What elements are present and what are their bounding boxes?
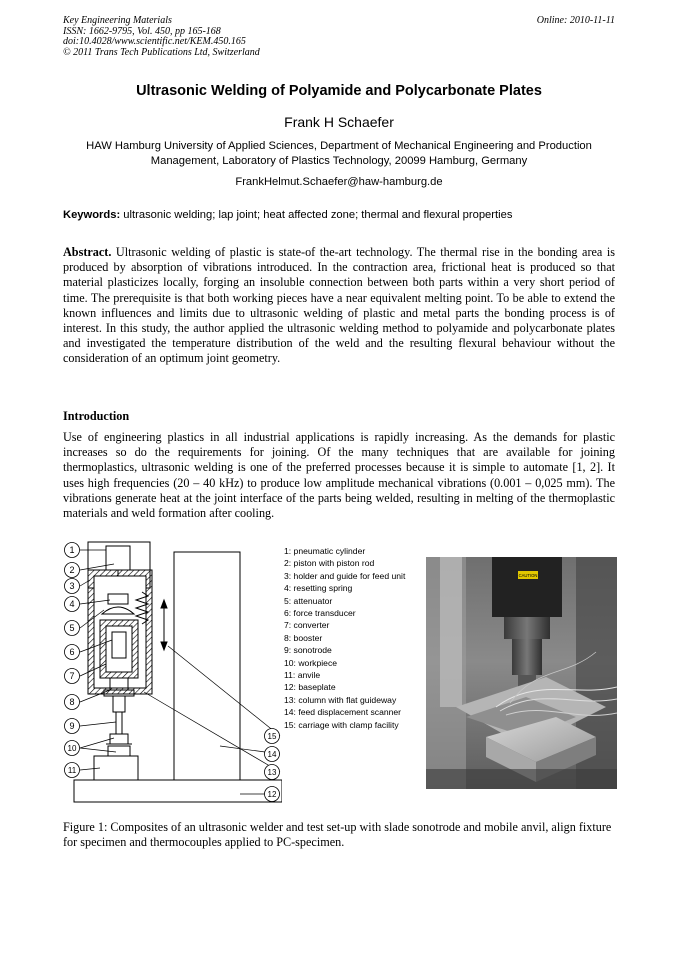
keywords <box>63 209 623 221</box>
svg-text:15: 15 <box>267 732 277 741</box>
legend-item: 1: pneumatic cylinder <box>284 546 366 556</box>
cylinder-body <box>106 546 130 570</box>
online-date: Online: 2010-11-11 <box>536 15 615 26</box>
svg-text:7: 7 <box>69 671 75 681</box>
svg-text:11: 11 <box>67 766 77 775</box>
marker-11 <box>65 763 80 778</box>
marker-9 <box>65 719 80 734</box>
doi-line: doi:10.4028/www.scientific.net/KEM.450.165 <box>63 36 246 47</box>
marker-8 <box>65 695 80 710</box>
svg-text:5: 5 <box>69 623 75 633</box>
svg-text:CAUTION: CAUTION <box>518 573 538 578</box>
keywords-text: ultrasonic welding; lap joint; heat affected zone; thermal and flexural properties <box>120 209 513 221</box>
marker-13 <box>265 765 280 780</box>
svg-text:10: 10 <box>67 744 77 753</box>
legend-item: 3: holder and guide for feed unit <box>284 570 406 581</box>
copyright-line: © 2011 Trans Tech Publications Ltd, Switzerland <box>63 46 260 58</box>
legend-item: 10: workpiece <box>284 657 338 668</box>
marker-5 <box>65 621 80 636</box>
svg-text:2: 2 <box>69 565 75 575</box>
marker-1 <box>65 543 80 558</box>
anvile-shape <box>94 756 138 780</box>
anvile-upper <box>108 746 130 756</box>
marker-4 <box>65 597 80 612</box>
abstract <box>63 245 615 367</box>
svg-text:14: 14 <box>267 750 277 759</box>
paper-title: Ultrasonic Welding of Polyamide and Polycarbonate Plates <box>136 83 542 99</box>
svg-text:4: 4 <box>69 599 75 609</box>
legend-item: 13: column with flat guideway <box>284 694 397 705</box>
journal-name: Key Engineering Materials <box>63 15 172 26</box>
marker-6 <box>65 645 80 660</box>
column-shape <box>174 552 240 780</box>
figure-legend <box>284 545 405 731</box>
marker-14 <box>265 747 280 762</box>
welder-schematic-diagram <box>60 536 282 808</box>
svg-text:1: 1 <box>69 545 75 555</box>
legend-item: 14: feed displacement scanner <box>284 707 402 718</box>
svg-text:3: 3 <box>69 581 75 591</box>
author-email[interactable]: FrankHelmut.Schaefer@haw-hamburg.de <box>235 176 443 188</box>
svg-text:12: 12 <box>267 790 277 799</box>
svg-text:9: 9 <box>69 721 75 731</box>
legend-item: 11: anvile <box>284 670 321 681</box>
legend-item: 12: baseplate <box>284 682 336 693</box>
legend-item: 15: carriage with clamp facility <box>284 719 399 730</box>
author-name: Frank H Schaefer <box>284 114 394 130</box>
marker-7 <box>65 669 80 684</box>
legend-item: 8: booster <box>284 632 323 643</box>
svg-text:8: 8 <box>69 697 75 707</box>
introduction-text: Use of engineering plastics in all industrial applications is rapidly increasing. As the demands for plastic increases so do the requirements for joining. Of the many techniques that are available for joining thermoplastics, ultrasonic welding is one of the preferred processes because it is simple to automate [1, 2]. It uses high frequencies (20 – 40 kHz) to produce low amplitude mechanical vibrations (0.001 – 0,025 mm). The vibrations generate heat at the joint interface of the parts being welded, resulting in melting of the thermoplastic materials and weld formation after cooling. <box>63 430 615 521</box>
section-heading-introduction: Introduction <box>63 409 130 423</box>
abstract-text: Ultrasonic welding of plastic is state-of the-art technology. The thermal rise in the bonding area is produced by absorption of vibrations introduced. In the contraction area, frictional heat is produced so that material plasticizes locally, forging an insoluble connection between both parts within a very short period of time. The prerequisite is that both working pieces have a near equivalent melting point. To be able to extend the known influences and limits due to ultrasonic welding of plastic and metal parts the bonding process is of interest. In this study, the author applied the ultrasonic welding method to polyamide and polycarbonate plates and investigated the temperature distribution of the weld and the resulting flexural behaviour without the consideration of an optimum joint geometry. <box>63 245 615 366</box>
marker-10 <box>65 741 80 756</box>
baseplate-shape <box>74 780 282 802</box>
marker-15 <box>265 729 280 744</box>
marker-3 <box>65 579 80 594</box>
figure-caption: Figure 1: Composites of an ultrasonic welder and test set-up with slade sonotrode and mobile anvil, align fixture for specimen and thermocouples applied to PC-specimen. <box>63 820 612 850</box>
abstract-label: Abstract. <box>63 245 112 259</box>
sonotrode-upper <box>113 696 125 712</box>
workpiece-shape <box>110 734 128 744</box>
journal-header <box>63 16 260 58</box>
svg-text:6: 6 <box>69 647 75 657</box>
author-affiliation: HAW Hamburg University of Applied Sciences, Department of Mechanical Engineering and Production Management, Laboratory of Plastics Technology, 20099 Hamburg, Germany <box>86 140 592 167</box>
legend-item: 4: resetting spring <box>284 583 353 594</box>
legend-item: 7: converter <box>284 620 330 631</box>
legend-item: 2: piston with piston rod <box>284 558 375 569</box>
marker-2 <box>65 563 80 578</box>
legend-item: 5: attenuator <box>284 595 333 606</box>
legend-item: 6: force transducer <box>284 608 356 619</box>
sonotrode-tip <box>116 712 122 734</box>
issn-line: ISSN: 1662-9795, Vol. 450, pp 165-168 <box>63 25 221 37</box>
test-setup-photo <box>426 557 617 789</box>
legend-item: 9: sonotrode <box>284 645 332 656</box>
marker-12 <box>265 787 280 802</box>
keywords-label: Keywords: <box>63 209 121 221</box>
svg-text:13: 13 <box>267 768 277 777</box>
